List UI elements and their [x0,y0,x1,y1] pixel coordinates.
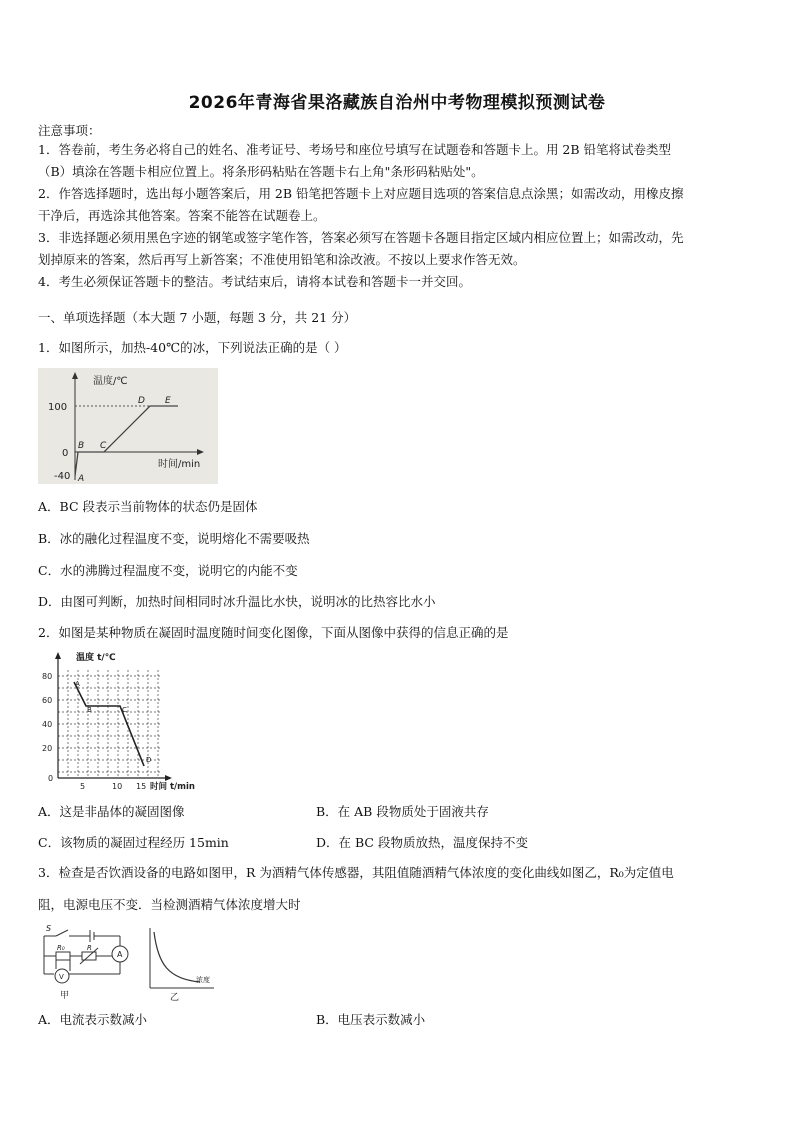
notice-line: 干净后，再选涂其他答案。答案不能答在试题卷上。 [38,208,326,223]
notice-line: 2．作答选择题时，选出每小题答案后，用 2B 铅笔把答题卡上对应题目选项的答案信息点涂黑；如需改动，用橡皮擦 [38,186,684,201]
switch [56,930,68,936]
question-1-option-b: B．冰的融化过程温度不变，说明熔化不需要吸热 [38,531,310,546]
question-3-stem-line-2: 阻，电源电压不变．当检测酒精气体浓度增大时 [38,897,301,912]
y-axis-arrow [55,652,61,659]
point-label: B [78,441,85,451]
notice-heading: 注意事项： [38,123,101,138]
question-1-option-c: C．水的沸腾过程温度不变，说明它的内能不变 [38,563,298,578]
y-tick: 60 [42,696,53,705]
y-tick: 0 [48,774,54,783]
point-label: C [100,441,107,451]
curve-diagram-yi [140,924,220,1004]
x-axis-arrow [165,775,172,781]
tick-label: 100 [48,402,68,413]
grid [58,670,160,778]
circuit-diagram-jia [38,922,138,1002]
notice-line: （B）填涂在答题卡相应位置上。将条形码粘贴在答题卡右上角"条形码粘贴处"。 [38,164,484,179]
resistance-curve [154,932,200,982]
y-axis-label: 温度/℃ [93,376,128,387]
question-1-stem: 1．如图所示，加热-40℃的冰，下列说法正确的是（ ） [38,340,347,355]
point-label: D [138,396,145,406]
notice-line: 3．非选择题必须用黑色字迹的钢笔或签字笔作答，答案必须写在答题卡各题目指定区域内相应位置上；如需改动，先 [38,230,684,245]
x-axis-label: 时间 t/min [150,782,195,792]
r0-label: R₀ [57,944,65,952]
x-tick: 5 [80,782,86,791]
voltmeter-label: V [59,973,64,981]
figure-label-yi: 乙 [170,993,180,1003]
question-1-figure [38,368,218,484]
question-2-stem: 2．如图是某种物质在凝固时温度随时间变化图像，下面从图像中获得的信息正确的是 [38,625,509,640]
point-label: C [122,706,127,714]
question-1-option-a: A．BC 段表示当前物体的状态仍是固体 [38,499,258,514]
x-tick: 10 [112,782,123,791]
tick-label: -40 [54,471,71,482]
question-1-option-d: D．由图可判断，加热时间相同时冰升温比水快，说明冰的比热容比水小 [38,594,436,609]
switch-label: S [46,924,52,933]
y-tick: 40 [42,720,53,729]
x-axis-label: 浓度 [196,976,210,984]
point-label: A [75,680,80,688]
question-2-figure [38,648,196,794]
section-heading: 一、单项选择题（本大题 7 小题，每题 3 分，共 21 分） [38,310,357,325]
y-axis-arrow [72,372,78,379]
solidification-graph [38,648,196,794]
point-label: A [78,474,85,484]
page-title: 2026年青海省果洛藏族自治州中考物理模拟预测试卷 [188,93,606,113]
y-axis-label: 温度 t/℃ [76,653,116,663]
question-2-option-c: C．该物质的凝固过程经历 15min [38,835,229,850]
x-axis-arrow [197,449,204,455]
question-2-option-a: A．这是非晶体的凝固图像 [38,804,185,819]
question-3-stem-line-1: 3．检查是否饮酒设备的电路如图甲，R 为酒精气体传感器，其阻值随酒精气体浓度的变化曲线如图乙，R₀为定值电 [38,865,674,880]
r-label: R [87,944,92,952]
x-tick: 15 [136,782,147,791]
notice-line: 划掉原来的答案，然后再写上新答案；不准使用铅笔和涂改液。不按以上要求作答无效。 [38,252,526,267]
heating-curve-graph [38,368,218,484]
ammeter-label: A [117,950,123,959]
notice-line: 4．考生必须保证答题卡的整洁。考试结束后，请将本试卷和答题卡一并交回。 [38,274,471,289]
question-3-option-a: A．电流表示数减小 [38,1012,148,1027]
resistor-r0 [56,952,70,960]
y-tick: 80 [42,672,53,681]
question-3-option-b: B．电压表示数减小 [316,1012,426,1027]
figure-label-jia: 甲 [60,991,70,1001]
notice-line: 1．答卷前，考生务必将自己的姓名、准考证号、考场号和座位号填写在试题卷和答题卡上。用 2B 铅笔将试卷类型 [38,142,672,157]
x-axis-label: 时间/min [158,459,201,470]
question-2-option-d: D．在 BC 段物质放热，温度保持不变 [316,835,528,850]
point-label: B [87,706,92,714]
question-2-option-b: B．在 AB 段物质处于固液共存 [316,804,489,819]
tick-label: 0 [62,448,69,459]
y-tick: 20 [42,744,53,753]
solidification-curve [74,682,144,766]
point-label: E [165,396,171,406]
point-label: D [146,756,152,764]
